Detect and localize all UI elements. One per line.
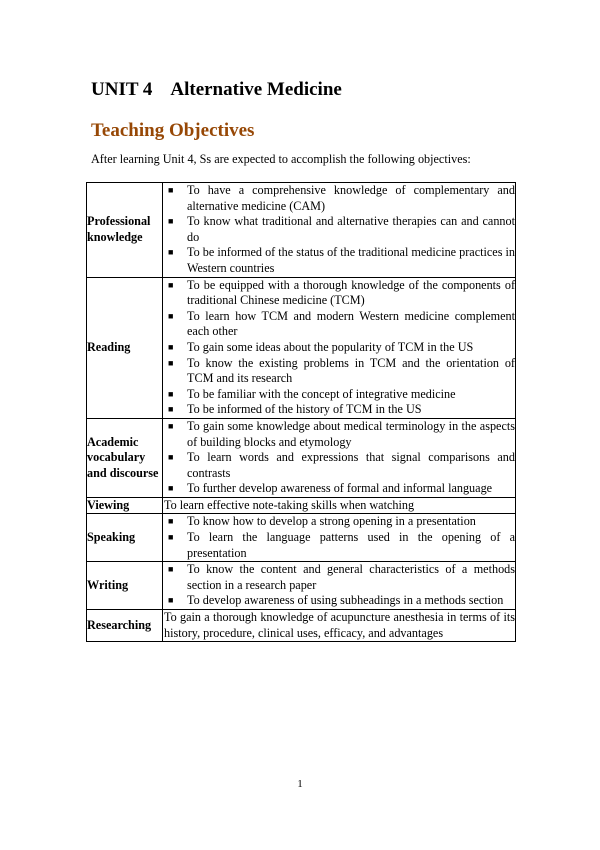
item-text: To know the existing problems in TCM and the orientation of TCM and its research [187, 355, 515, 386]
objectives-table [86, 182, 516, 642]
list-item [163, 562, 515, 593]
row-label: Reading [87, 277, 163, 418]
list-item [163, 481, 515, 497]
item-text: To gain some knowledge about medical terminology in the aspects of building blocks and etymology [187, 418, 515, 449]
list-item [163, 593, 515, 609]
list-item [163, 402, 515, 418]
square-bullet-icon: ■ [168, 216, 174, 227]
item-text: To know the content and general characteristics of a methods section in a research paper [187, 562, 515, 592]
square-bullet-icon: ■ [168, 247, 174, 258]
list-item [163, 514, 515, 530]
section-title: Teaching Objectives [91, 120, 255, 141]
list-item [163, 245, 515, 276]
row-content [163, 562, 516, 610]
objective-row-researching [87, 610, 516, 642]
objective-list [163, 514, 515, 561]
list-item [163, 387, 515, 403]
item-text: To learn the language patterns used in the opening of a presentation [187, 530, 515, 560]
list-item [163, 356, 515, 387]
list-item [163, 183, 515, 214]
list-item [163, 214, 515, 245]
item-text: To gain some ideas about the popularity of TCM in the US [187, 339, 474, 354]
square-bullet-icon: ■ [168, 452, 174, 463]
item-text: To be informed of the status of the traditional medicine practices in Western countries [187, 245, 515, 275]
objective-row-professional-knowledge [87, 183, 516, 278]
square-bullet-icon: ■ [168, 420, 174, 431]
row-content [163, 418, 516, 497]
list-item [163, 340, 515, 356]
list-item [163, 419, 515, 450]
objective-list [163, 278, 515, 418]
row-text: To gain a thorough knowledge of acupuncture anesthesia in terms of its history, procedure, clinical uses, efficacy, and advantages [164, 610, 515, 640]
list-item [163, 530, 515, 561]
item-text: To learn words and expressions that signal comparisons and contrasts [187, 450, 515, 480]
list-item [163, 278, 515, 309]
row-label: Viewing [87, 497, 163, 514]
page-number: 1 [297, 778, 303, 790]
square-bullet-icon: ■ [168, 310, 174, 321]
row-label: Speaking [87, 514, 163, 562]
objective-list [163, 419, 515, 497]
square-bullet-icon: ■ [168, 483, 174, 494]
square-bullet-icon: ■ [168, 279, 174, 290]
item-text: To have a comprehensive knowledge of complementary and alternative medicine (CAM) [187, 183, 515, 213]
item-text: To learn how TCM and modern Western medicine complement each other [187, 308, 515, 339]
item-text: To develop awareness of using subheadings in a methods section [187, 593, 504, 608]
list-item [163, 309, 515, 340]
objective-row-academic-vocabulary [87, 418, 516, 497]
list-item [163, 450, 515, 481]
row-label: Professional knowledge [87, 183, 163, 278]
row-content [163, 497, 516, 514]
row-content [163, 277, 516, 418]
row-content [163, 610, 516, 642]
objective-row-speaking [87, 514, 516, 562]
row-content [163, 183, 516, 278]
item-text: To know how to develop a strong opening in a presentation [187, 514, 476, 529]
row-label: Academic vocabulary and discourse [87, 418, 163, 497]
square-bullet-icon: ■ [168, 595, 174, 606]
square-bullet-icon: ■ [168, 564, 174, 575]
row-text: To learn effective note-taking skills when watching [164, 497, 415, 512]
square-bullet-icon: ■ [168, 404, 174, 415]
objective-row-reading [87, 277, 516, 418]
square-bullet-icon: ■ [168, 532, 174, 543]
objective-list [163, 562, 515, 609]
unit-title: UNIT 4 Alternative Medicine [91, 79, 342, 100]
item-text: To be equipped with a thorough knowledge of the components of traditional Chinese medicine (TCM) [187, 277, 515, 308]
square-bullet-icon: ■ [168, 341, 174, 352]
objective-row-viewing [87, 497, 516, 514]
square-bullet-icon: ■ [168, 357, 174, 368]
row-label: Researching [87, 610, 163, 642]
item-text: To further develop awareness of formal and informal language [187, 481, 493, 496]
row-content [163, 514, 516, 562]
square-bullet-icon: ■ [168, 185, 174, 195]
objective-row-writing [87, 562, 516, 610]
objective-list [163, 183, 515, 277]
intro-text: After learning Unit 4, Ss are expected to accomplish the following objectives: [91, 152, 471, 166]
item-text: To be familiar with the concept of integrative medicine [187, 386, 456, 401]
row-label: Writing [87, 562, 163, 610]
square-bullet-icon: ■ [168, 516, 174, 527]
item-text: To know what traditional and alternative therapies can and cannot do [187, 214, 515, 244]
item-text: To be informed of the history of TCM in the US [187, 402, 422, 417]
square-bullet-icon: ■ [168, 388, 174, 399]
